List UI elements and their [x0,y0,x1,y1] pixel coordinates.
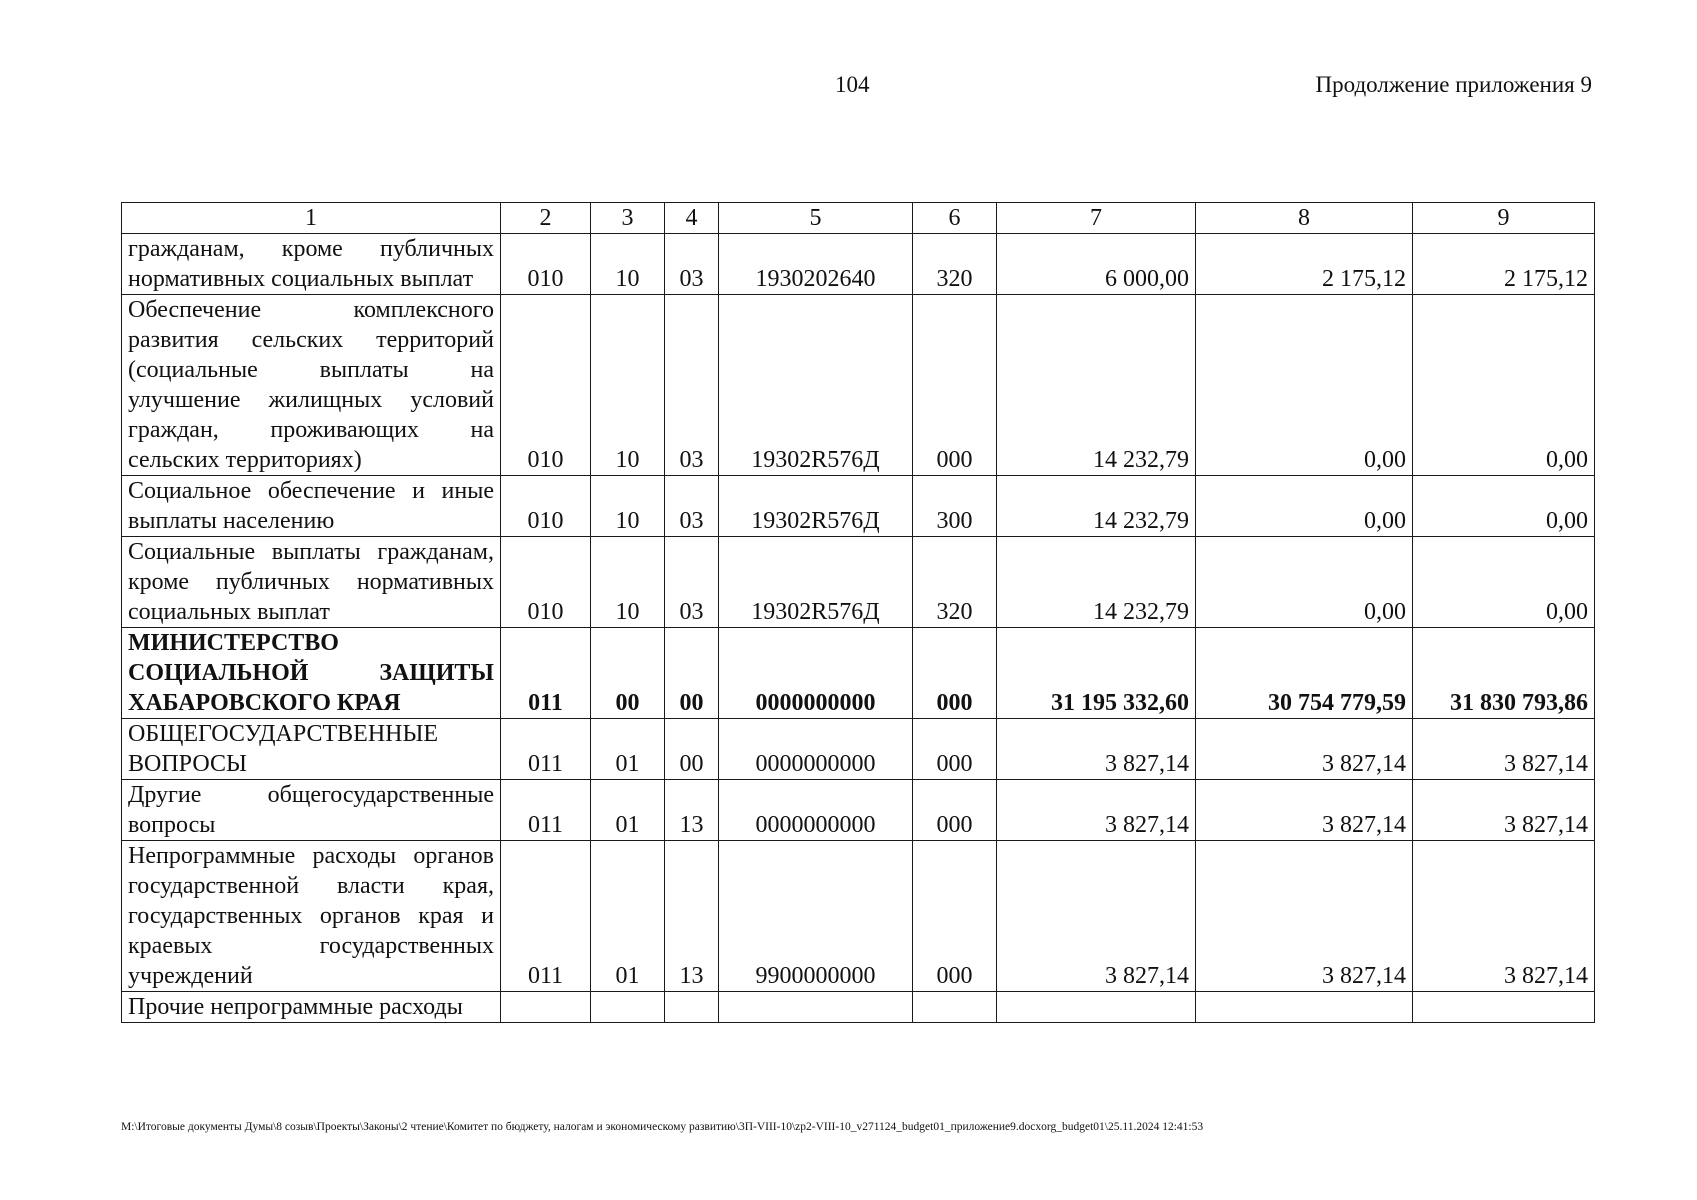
cell-amount-col8: 30 754 779,59 [1196,628,1413,719]
cell-amount-col8: 3 827,14 [1196,841,1413,992]
page-number: 104 [835,72,870,97]
table-row [122,780,1595,841]
cell-expense-type: 320 [913,537,997,628]
column-header-2: 2 [501,203,591,234]
row-description: Другие общегосударственные вопросы [122,780,501,841]
column-header-7: 7 [997,203,1196,234]
cell-amount-col8: 2 175,12 [1196,234,1413,295]
cell-amount-col9: 31 830 793,86 [1413,628,1595,719]
cell-ministry-code: 011 [501,780,591,841]
cell-target-article: 19302R576Д [719,537,913,628]
column-header-4: 4 [665,203,719,234]
cell-target-article [719,992,913,1023]
cell-amount-col7: 3 827,14 [997,841,1196,992]
cell-expense-type: 000 [913,628,997,719]
header-row [122,203,1595,234]
row-description: Социальное обеспечение и иные выплаты населению [122,476,501,537]
cell-section-code: 01 [591,841,665,992]
table-row [122,719,1595,780]
cell-subsection-code: 13 [665,780,719,841]
cell-expense-type: 000 [913,841,997,992]
cell-amount-col9: 2 175,12 [1413,234,1595,295]
table-row [122,295,1595,476]
cell-amount-col7: 14 232,79 [997,476,1196,537]
cell-subsection-code: 03 [665,537,719,628]
row-description: Прочие непрограммные расходы [122,992,501,1023]
cell-target-article: 1930202640 [719,234,913,295]
table-row [122,476,1595,537]
cell-amount-col9: 0,00 [1413,476,1595,537]
cell-subsection-code: 03 [665,234,719,295]
cell-section-code: 01 [591,780,665,841]
cell-expense-type: 000 [913,295,997,476]
table-row [122,628,1595,719]
table-body [122,234,1595,1023]
cell-subsection-code [665,992,719,1023]
cell-amount-col7: 14 232,79 [997,295,1196,476]
cell-subsection-code: 00 [665,628,719,719]
cell-amount-col9: 3 827,14 [1413,841,1595,992]
cell-ministry-code: 011 [501,719,591,780]
row-description: ОБЩЕГОСУДАРСТВЕННЫЕ ВОПРОСЫ [122,719,501,780]
table-row [122,234,1595,295]
cell-target-article: 0000000000 [719,780,913,841]
cell-target-article: 19302R576Д [719,295,913,476]
table-row [122,841,1595,992]
cell-amount-col8: 0,00 [1196,476,1413,537]
cell-amount-col9: 3 827,14 [1413,780,1595,841]
cell-amount-col8 [1196,992,1413,1023]
cell-expense-type: 320 [913,234,997,295]
cell-amount-col9: 0,00 [1413,295,1595,476]
cell-ministry-code: 010 [501,476,591,537]
table-row [122,537,1595,628]
column-header-8: 8 [1196,203,1413,234]
cell-amount-col7: 3 827,14 [997,719,1196,780]
cell-expense-type [913,992,997,1023]
row-description: Непрограммные расходы органов государственной власти края, государственных органов края и краевых государственных учреждений [122,841,501,992]
cell-amount-col8: 0,00 [1196,537,1413,628]
cell-subsection-code: 03 [665,476,719,537]
cell-target-article: 0000000000 [719,628,913,719]
cell-ministry-code: 010 [501,234,591,295]
cell-amount-col7: 31 195 332,60 [997,628,1196,719]
cell-ministry-code: 010 [501,295,591,476]
cell-expense-type: 300 [913,476,997,537]
column-header-5: 5 [719,203,913,234]
column-header-6: 6 [913,203,997,234]
appendix-continuation-label: Продолжение приложения 9 [1315,72,1592,97]
cell-ministry-code: 010 [501,537,591,628]
table-row [122,992,1595,1023]
cell-section-code: 10 [591,537,665,628]
cell-expense-type: 000 [913,780,997,841]
cell-amount-col8: 3 827,14 [1196,780,1413,841]
cell-amount-col7: 3 827,14 [997,780,1196,841]
cell-section-code: 10 [591,476,665,537]
column-header-1: 1 [122,203,501,234]
row-description: Обеспечение комплексного развития сельских территорий (социальные выплаты на улучшение жилищных условий граждан, проживающих на сельских территориях) [122,295,501,476]
cell-ministry-code: 011 [501,841,591,992]
cell-amount-col7: 14 232,79 [997,537,1196,628]
footer-file-path: М:\Итоговые документы Думы\8 созыв\Проекты\Законы\2 чтение\Комитет по бюджету, налогам и экономическому развитию\3П-VIII-10\zp2-VIII-10_v271124_budget01_приложение9.docxorg_budget01\25.11.2024 12:41:53 [121,1121,1204,1133]
cell-section-code: 10 [591,295,665,476]
cell-target-article: 0000000000 [719,719,913,780]
cell-subsection-code: 00 [665,719,719,780]
cell-amount-col9: 3 827,14 [1413,719,1595,780]
cell-ministry-code: 011 [501,628,591,719]
cell-amount-col8: 3 827,14 [1196,719,1413,780]
cell-amount-col7 [997,992,1196,1023]
row-description: Социальные выплаты гражданам, кроме публичных нормативных социальных выплат [122,537,501,628]
cell-amount-col9 [1413,992,1595,1023]
cell-amount-col9: 0,00 [1413,537,1595,628]
cell-section-code [591,992,665,1023]
row-description: гражданам, кроме публичных нормативных социальных выплат [122,234,501,295]
cell-ministry-code [501,992,591,1023]
cell-subsection-code: 03 [665,295,719,476]
cell-section-code: 10 [591,234,665,295]
column-header-3: 3 [591,203,665,234]
cell-section-code: 01 [591,719,665,780]
cell-subsection-code: 13 [665,841,719,992]
cell-amount-col8: 0,00 [1196,295,1413,476]
cell-section-code: 00 [591,628,665,719]
row-description: МИНИСТЕРСТВО СОЦИАЛЬНОЙ ЗАЩИТЫ ХАБАРОВСКОГО КРАЯ [122,628,501,719]
budget-table [121,202,1595,1023]
cell-expense-type: 000 [913,719,997,780]
cell-target-article: 9900000000 [719,841,913,992]
cell-target-article: 19302R576Д [719,476,913,537]
column-header-9: 9 [1413,203,1595,234]
cell-amount-col7: 6 000,00 [997,234,1196,295]
